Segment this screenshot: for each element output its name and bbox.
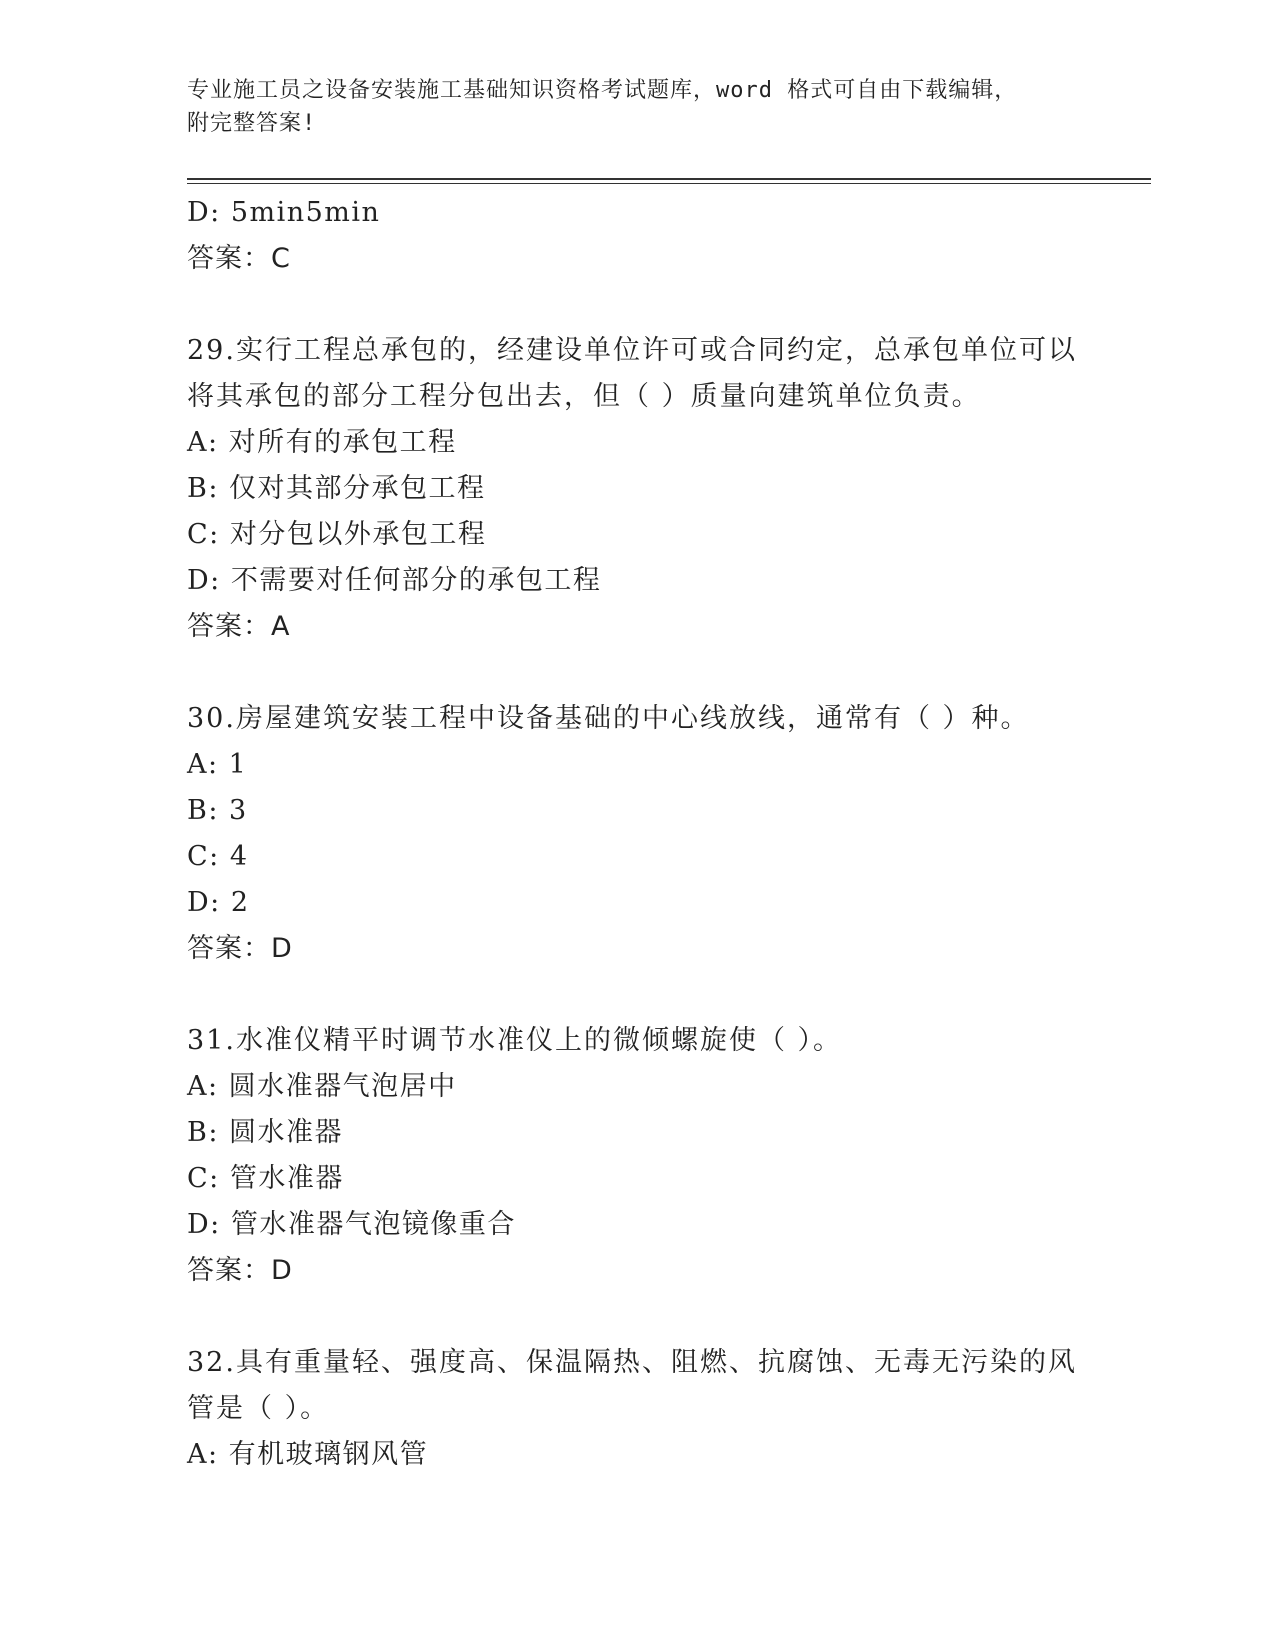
question-31: [187, 1018, 1087, 1294]
option-a: A: 1: [187, 749, 248, 780]
option-d: D: 5min5min: [187, 197, 381, 228]
option-a: A: 圆水准器气泡居中: [187, 1071, 457, 1102]
option-a: A: 对所有的承包工程: [187, 427, 457, 458]
option-c: C: 对分包以外承包工程: [187, 519, 487, 550]
spacer: [187, 972, 1087, 1018]
question-text: [187, 696, 1087, 742]
question-29: [187, 328, 1087, 650]
header-line-1: 专业施工员之设备安装施工基础知识资格考试题库，word 格式可自由下载编辑，: [187, 78, 1018, 103]
header-line-2: 附完整答案!: [187, 111, 317, 136]
option-b: B: 仅对其部分承包工程: [187, 473, 486, 504]
answer-line: 答案：D: [187, 933, 293, 964]
option-c: C: 管水准器: [187, 1163, 344, 1194]
question-line: 30.房屋建筑安装工程中设备基础的中心线放线，通常有（ ）种。: [187, 703, 1030, 734]
option-d: D: 管水准器气泡镜像重合: [187, 1209, 516, 1240]
option-c: C: 4: [187, 841, 249, 872]
spacer: [187, 650, 1087, 696]
answer-line: 答案：C: [187, 243, 291, 274]
spacer: [187, 1294, 1087, 1340]
question-line: 将其承包的部分工程分包出去，但（ ）质量向建筑单位负责。: [187, 381, 981, 412]
spacer: [187, 282, 1087, 328]
answer-line: 答案：A: [187, 611, 291, 642]
carryover-block: [187, 190, 1087, 282]
option-b: B: 3: [187, 795, 248, 826]
document-header: [187, 74, 1067, 140]
question-text: [187, 1340, 1087, 1432]
question-text: [187, 328, 1087, 420]
question-32: [187, 1340, 1087, 1478]
question-text: [187, 1018, 1087, 1064]
question-30: [187, 696, 1087, 972]
question-line: 管是（ ）。: [187, 1393, 330, 1424]
header-divider-thin: [187, 183, 1151, 184]
option-b: B: 圆水准器: [187, 1117, 344, 1148]
header-divider-thick: [187, 178, 1151, 180]
option-d: D: 2: [187, 887, 250, 918]
option-a: A: 有机玻璃钢风管: [187, 1439, 429, 1470]
question-line: 31.水准仪精平时调节水准仪上的微倾螺旋使（ ）。: [187, 1025, 843, 1056]
option-d: D: 不需要对任何部分的承包工程: [187, 565, 602, 596]
answer-line: 答案：D: [187, 1255, 293, 1286]
question-line: 32.具有重量轻、强度高、保温隔热、阻燃、抗腐蚀、无毒无污染的风: [187, 1347, 1077, 1378]
question-list: [187, 190, 1087, 1478]
question-line: 29.实行工程总承包的，经建设单位许可或合同约定，总承包单位可以: [187, 335, 1077, 366]
